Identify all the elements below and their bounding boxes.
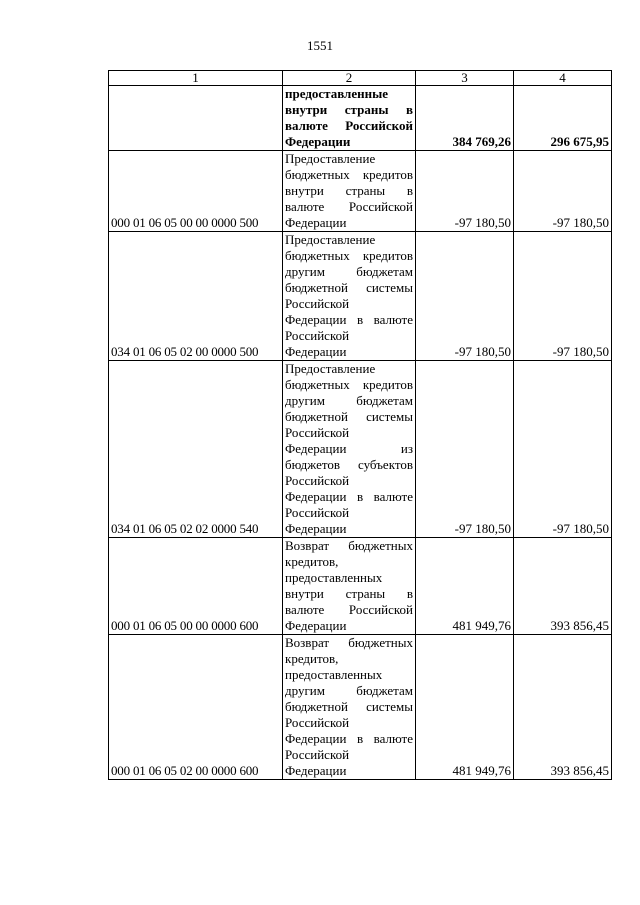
item-name-cell: Предоставление бюджетных кредитов другим бюджетам бюджетной системы Российской Федерации из бюджетов субъектов Российской Федерации в валюте Российской Федерации xyxy=(283,361,416,538)
amount-cell-1: -97 180,50 xyxy=(416,151,514,232)
budget-code-cell: 034 01 06 05 02 02 0000 540 xyxy=(109,361,283,538)
header-row xyxy=(109,71,612,86)
amount-cell-2: 393 856,45 xyxy=(514,635,612,780)
table-row xyxy=(109,232,612,361)
page-number: 1551 xyxy=(307,38,333,53)
amount-cell-2: -97 180,50 xyxy=(514,232,612,361)
item-name-cell: предоставленные внутри страны в валюте Российской Федерации xyxy=(283,86,416,151)
amount-cell-1: 481 949,76 xyxy=(416,538,514,635)
table-row xyxy=(109,86,612,151)
item-name-cell: Предоставление бюджетных кредитов внутри страны в валюте Российской Федерации xyxy=(283,151,416,232)
column-header-name: 2 xyxy=(283,71,416,86)
amount-cell-1: -97 180,50 xyxy=(416,232,514,361)
budget-code-cell: 000 01 06 05 02 00 0000 600 xyxy=(109,635,283,780)
column-header-code: 1 xyxy=(109,71,283,86)
budget-code-cell xyxy=(109,86,283,151)
table-row xyxy=(109,635,612,780)
amount-cell-1: -97 180,50 xyxy=(416,361,514,538)
amount-cell-2: -97 180,50 xyxy=(514,151,612,232)
column-header-value1: 3 xyxy=(416,71,514,86)
amount-cell-2: 296 675,95 xyxy=(514,86,612,151)
item-name-cell: Предоставление бюджетных кредитов другим бюджетам бюджетной системы Российской Федерации в валюте Российской Федерации xyxy=(283,232,416,361)
budget-sources-table xyxy=(108,70,612,780)
budget-code-cell: 000 01 06 05 00 00 0000 500 xyxy=(109,151,283,232)
budget-code-cell: 034 01 06 05 02 00 0000 500 xyxy=(109,232,283,361)
item-name-cell: Возврат бюджетных кредитов, предоставленных другим бюджетам бюджетной системы Российской Федерации в валюте Российской Федерации xyxy=(283,635,416,780)
amount-cell-2: -97 180,50 xyxy=(514,361,612,538)
amount-cell-1: 384 769,26 xyxy=(416,86,514,151)
column-header-value2: 4 xyxy=(514,71,612,86)
amount-cell-1: 481 949,76 xyxy=(416,635,514,780)
amount-cell-2: 393 856,45 xyxy=(514,538,612,635)
item-name-cell: Возврат бюджетных кредитов, предоставленных внутри страны в валюте Российской Федерации xyxy=(283,538,416,635)
table-row xyxy=(109,538,612,635)
budget-code-cell: 000 01 06 05 00 00 0000 600 xyxy=(109,538,283,635)
table-row xyxy=(109,151,612,232)
table-row xyxy=(109,361,612,538)
